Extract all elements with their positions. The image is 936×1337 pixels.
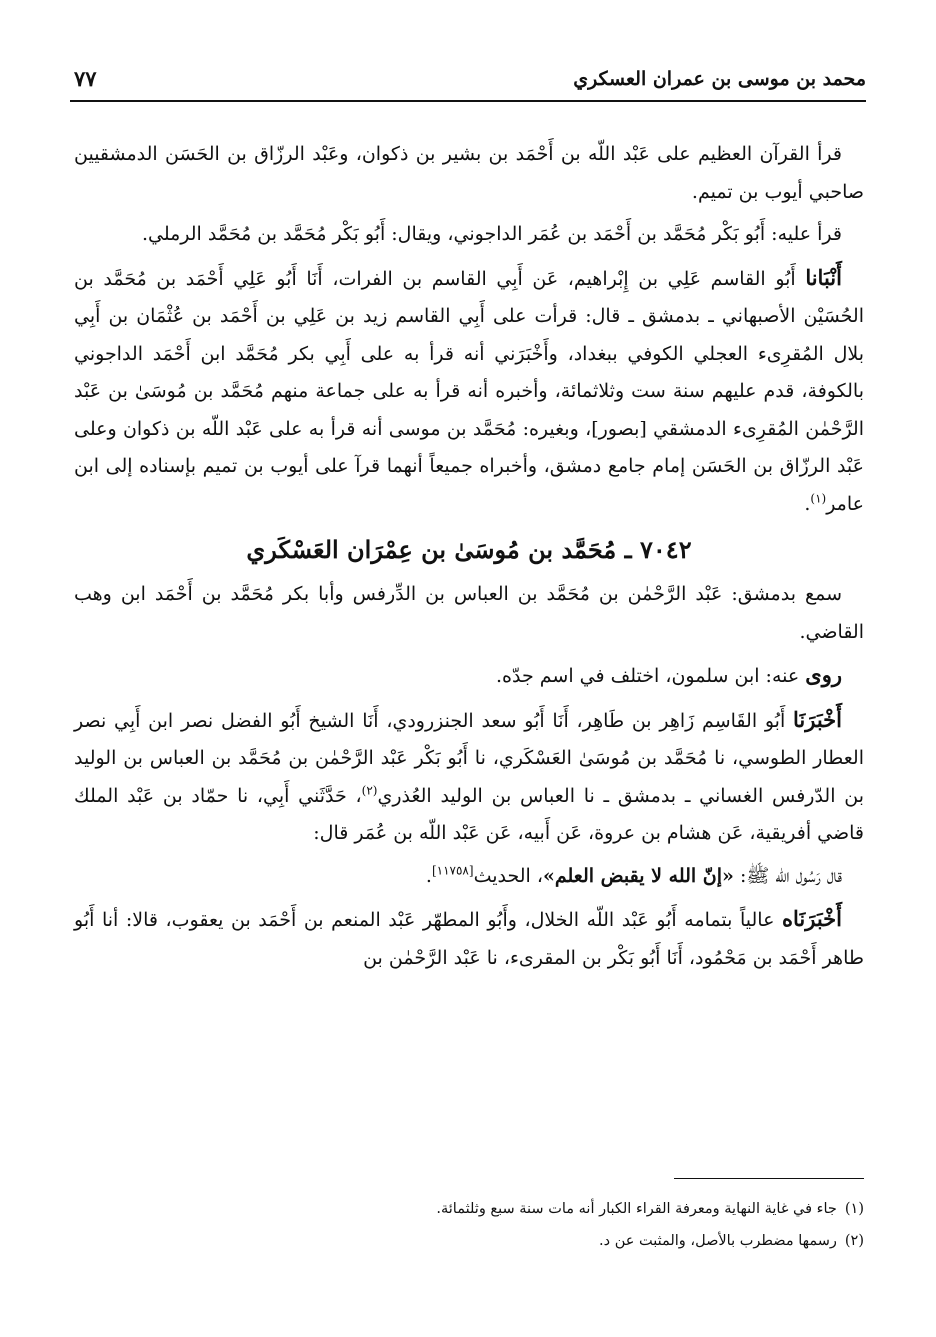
footnote-2	[74, 1225, 864, 1257]
footnote-1-number: (١)	[844, 1201, 864, 1217]
sentence-end: .	[804, 492, 811, 515]
isnad-2-text-b: ، حَدَّثَني أَبِي، نا حمّاد بن عَبْد الملك قاضي أفريقية، عَن هشام بن عروة، عَن أَبيه، عَن عَبْد اللّه بن عُمَر قال:	[74, 784, 864, 844]
running-header	[70, 64, 866, 102]
footnote-2-text: رسمها مضطرب بالأصل، والمثبت عن د.	[599, 1233, 837, 1249]
hadith-suffix: ، الحديث	[473, 864, 543, 887]
paragraph-narrated	[74, 656, 864, 696]
paragraph-recitation: قرأ القرآن العظيم على عَبْد اللّه بن أَحْمَد بن بشير بن ذكوان، وعَبْد الرزّاق بن الحَسَن الدمشقيين صاحبي أيوب بن تميم.	[74, 143, 864, 203]
running-title: محمد بن موسى بن عمران العسكري	[573, 68, 866, 90]
hadith-number: [١١٧٥٨]	[431, 863, 474, 878]
isnad-2-text-a: أَبُو القَاسِم زَاهِر بن طَاهِر، أَنَا أَبُو سعد الجنزرودي، أَنَا الشيخ أَبُو الفضل نصر ابن أَبِي نصر العطار الطوسي، نا مُحَمَّد بن مُوسَىٰ العَسْكَري، نا أَبُو بَكْر عَبْد الرَّحْمٰن بن مُحَمَّد بن العباس بن الوليد بن الدّرفس الغساني ـ بدمشق ـ نا العباس بن الوليد العُذري	[74, 709, 864, 807]
main-text	[74, 136, 864, 982]
paragraph-isnad-2	[74, 701, 864, 853]
footnote-1	[74, 1193, 864, 1225]
paragraph-isnad-3	[74, 900, 864, 977]
isnad-3-text: عالياً بتمامه أَبُو عَبْد اللّه الخلال، وأَبُو المطهّر عَبْد المنعم بن أَحْمَد بن يعقوب، قالا: أنا أَبُو طاهر أَحْمَد بن مَحْمُود، أَنَا أَبُو بَكْر بن المقرىء، نا عَبْد الرَّحْمٰن بن	[74, 909, 864, 969]
entry-heading: ٧٠٤٢ ـ مُحَمَّد بن مُوسَىٰ بن عِمْرَان العَسْكَري	[246, 535, 692, 564]
paragraph-students: قرأ عليه: أَبُو بَكْر مُحَمَّد بن أَحْمَد بن عُمَر الداجوني، ويقال: أَبُو بَكْر مُحَمَّد بن مُحَمَّد الرملي.	[141, 223, 842, 245]
footnote-ref-1: (١)	[810, 491, 827, 506]
paragraph-isnad-1	[74, 259, 864, 524]
isnad-3-lead-word: أَخْبَرَنَاه	[782, 906, 842, 931]
narrated-text: عنه: ابن سلمون، اختلف في اسم جدّه.	[496, 665, 800, 687]
hadith-intro: قال رَسُول اللّه ﷺ:	[739, 864, 842, 887]
isnad-lead-word: أَنْبَانا	[805, 264, 842, 290]
page-number: ٧٧	[74, 66, 97, 91]
isnad-text: أَبُو القاسم عَلِي بن إِبْراهيم، عَن أَبِي القاسم بن الفرات، أَنَا أَبُو عَلِي أَحْمَد بن مُحَمَّد بن الحُسَيْن الأصبهاني ـ بدمشق ـ قال: قرأت على أَبِي القاسم زيد بن عَلِي بن أَحْمَد بن عُثْمَان بن أَبِي بلال المُقرِىء العجلي الكوفي ببغداد، وأَخْبَرَني أنه قرأ به على أَبِي بكر مُحَمَّد ابن أَحْمَد الداجوني بالكوفة، قدم عليهم سنة ست وثلاثمائة، وأخبره أنه قرأ به على جماعة منهم مُحَمَّد بن مُوسَىٰ بن عَبْد الرَّحْمٰن المُقرِىء الدمشقي [بصور]، وبغيره: مُحَمَّد بن موسى أنه قرأ به على عَبْد اللّه بن ذكوان وعلى عَبْد الرزّاق بن الحَسَن إمام جامع دمشق، وأخبراه جميعاً أنهما قرآ على أيوب بن تميم بإسناده إلى ابن عامر	[74, 267, 864, 515]
hadith-text: «إنّ الله لا يقبض العلم»	[543, 864, 734, 887]
footnote-1-text: جاء في غاية النهاية ومعرفة القراء الكبار أنه مات سنة سبع وثلثمائة.	[436, 1201, 837, 1217]
isnad-2-lead-word: أَخْبَرَنَا	[793, 706, 842, 732]
hadith-end: .	[425, 864, 432, 887]
footnote-2-number: (٢)	[844, 1233, 864, 1249]
narrated-lead-word: روى	[805, 662, 842, 687]
paragraph-heard: سمع بدمشق: عَبْد الرَّحْمٰن بن مُحَمَّد بن العباس بن الدِّرفس وأبا بكر مُحَمَّد بن أَحْمَد ابن وهب القاضي.	[74, 583, 864, 643]
footnote-ref-2: (٢)	[361, 783, 378, 798]
footnote-divider	[674, 1178, 864, 1179]
footnotes	[74, 1193, 864, 1257]
paragraph-hadith	[74, 858, 864, 896]
